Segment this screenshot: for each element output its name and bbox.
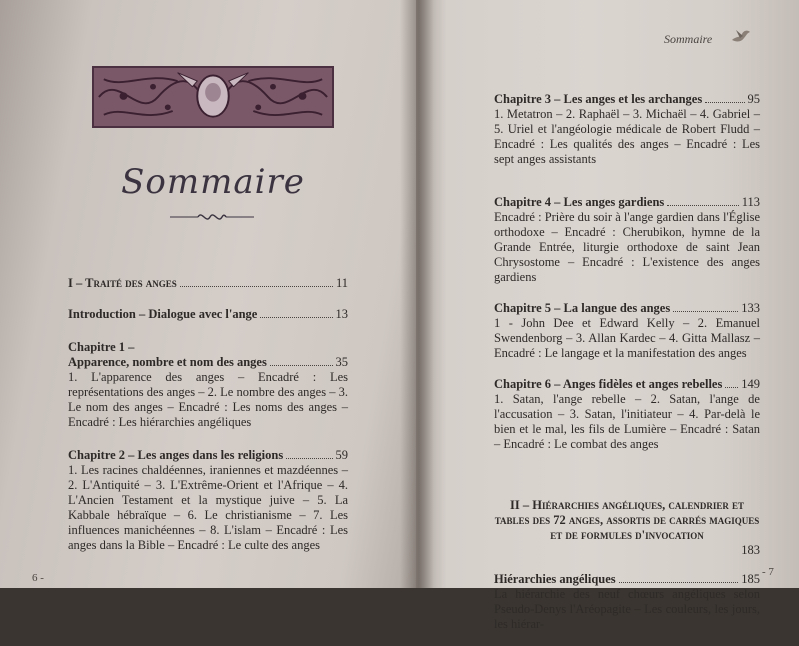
toc-heading: Chapitre 6 – Anges fidèles et anges rebelles (494, 377, 723, 391)
toc-body: La hiérarchie des neuf chœurs angéliques selon Pseudo-Denys l'Aréopagite – Les couleurs, les jours, les hiérar- (494, 587, 760, 631)
toc-heading: Chapitre 4 – Les anges gardiens (494, 195, 665, 209)
toc-heading: Chapitre 3 – Les anges et les archanges (494, 92, 703, 106)
toc-page: 113 (741, 195, 760, 209)
toc-entry-chapter-4 (494, 195, 760, 285)
toc-page: 95 (747, 92, 760, 106)
title-flourish (170, 210, 254, 224)
toc-page: 35 (335, 355, 348, 369)
toc-page: 11 (335, 276, 348, 290)
toc-page: 59 (335, 448, 348, 462)
toc-entry-introduction (68, 307, 348, 322)
page-number-right: - 7 (762, 566, 774, 578)
page-number-left: 6 - (32, 572, 44, 584)
toc-body: 1 - John Dee et Edward Kelly – 2. Emanuel Swendenborg – 3. Allan Kardec – 4. Gitta Mallasz – Encadré : Le langage et la manifestation des anges (494, 316, 760, 360)
toc-entry-hierarchies (494, 572, 760, 632)
toc-page: 149 (741, 377, 760, 391)
toc-page: 185 (741, 572, 760, 586)
right-toc (494, 92, 760, 646)
page-title: Sommaire (121, 162, 305, 202)
toc-heading: Hiérarchies angéliques (494, 572, 616, 586)
running-head: Sommaire (664, 32, 713, 46)
toc-heading: Chapitre 1 – (68, 340, 135, 354)
toc-entry-chapter-2 (68, 448, 348, 553)
toc-entry-part-1 (68, 276, 348, 291)
toc-heading: I – Traité des anges (68, 276, 177, 290)
toc-entry-chapter-3 (494, 92, 760, 167)
toc-entry-chapter-5 (494, 301, 760, 361)
toc-body: 1. Metatron – 2. Raphaël – 3. Michaël – 4. Gabriel – 5. Uriel et l'angéologie médicale de Robert Fludd – Encadré : Les qualités des anges – Encadré : Les sept anges assistants (494, 107, 760, 166)
toc-heading: Introduction – Dialogue avec l'ange (68, 307, 258, 321)
left-toc (68, 276, 348, 567)
book-gutter (400, 0, 434, 588)
toc-page: 183 (741, 543, 760, 557)
toc-body: 1. Satan, l'ange rebelle – 2. Satan, l'ange de l'accusation – 3. Satan, l'initiateur – 4. Par-delà le bien et le mal, les fils de Lumière – Encadré : Satan – Encadré : Le combat des anges (494, 392, 760, 451)
toc-heading: Chapitre 5 – La langue des anges (494, 301, 671, 315)
toc-heading: Apparence, nombre et nom des anges (68, 355, 267, 369)
toc-entry-chapter-6 (494, 377, 760, 452)
toc-page: 13 (335, 307, 348, 321)
toc-entry-part-2 (494, 498, 760, 558)
toc-body: 1. L'apparence des anges – Encadré : Les représentations des anges – 2. Le nombre des anges – 3. Le nom des anges – Encadré : Les noms des anges – Encadré : Les hiérarchies angéliques (68, 370, 348, 429)
toc-body: 1. Les racines chaldéennes, iraniennes et mazdéennes – 2. L'Antiquité – 3. L'Extrême-Orient et l'Afrique – 4. L'Ancien Testament et la mystique juive – 5. La Kabbale hébraïque – 6. Le christianisme – 7. Les influences manichéennes – 8. L'islam – Encadré : Les anges dans la Bible – Encadré : Le culte des anges (68, 463, 348, 552)
toc-entry-chapter-1 (68, 340, 348, 430)
toc-page: 133 (741, 301, 760, 315)
toc-heading: II – Hiérarchies angéliques, calendrier et tables des 72 anges, assortis de carrés magiques et de formules d'invocation (494, 498, 760, 542)
toc-heading: Chapitre 2 – Les anges dans les religions (68, 448, 284, 462)
dove-icon (730, 28, 752, 48)
ornamental-headpiece (92, 66, 334, 128)
toc-body: Encadré : Prière du soir à l'ange gardien dans l'Église orthodoxe – Encadré : Cherubikon, hymne de la Grande Entrée, liturgie orthodoxe de saint Jean Chrysostome – Encadré : L'existence des anges gardiens (494, 210, 760, 284)
